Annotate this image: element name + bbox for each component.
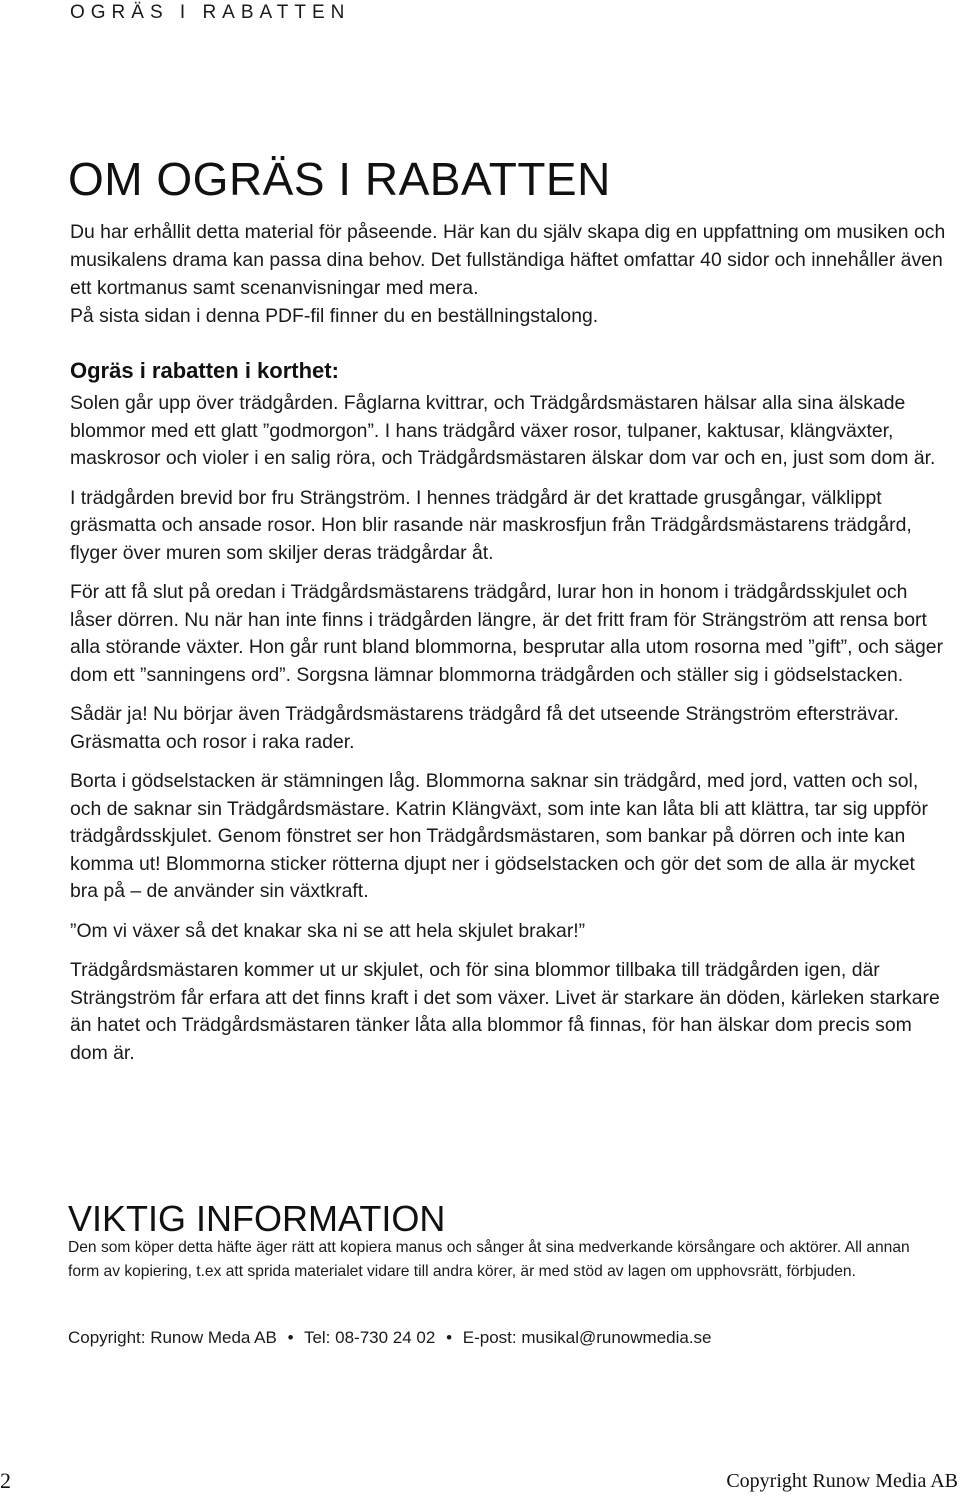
footer-copyright: Copyright Runow Media AB — [726, 1470, 958, 1492]
summary-paragraph: Borta i gödselstacken är stämningen låg. Blommorna saknar sin trädgård, med jord, vatten och sol, och de saknar sin Trädgårdsmästare. Katrin Klängväxt, som inte kan låta bli att klättra, tar sig uppför trädgårdsskjulet. Genom fönstret ser hon Trädgårdsmästaren, som bankar på dörren och inte kan komma ut! Blommorna sticker rötterna djupt ner i gödselstacken och gör det som de alla är mycket bra på – de använder sin växtkraft. — [70, 770, 928, 902]
phone-text: Tel: 08-730 24 02 — [303, 1328, 436, 1347]
summary-section — [70, 390, 946, 1079]
summary-paragraph: Sådär ja! Nu börjar även Trädgårdsmästarens trädgård få det utseende Strängström eftersträvar. Gräsmatta och rosor i raka rader. — [70, 703, 899, 753]
info-text: Den som köper detta häfte äger rätt att kopiera manus och sånger åt sina medverkande körsångare och aktörer. All annan form av kopiering, t.ex att sprida materialet vidare till andra körer, är med stöd av lagen om upphovsrätt, förbjuden. — [68, 1239, 910, 1280]
quote-paragraph: ”Om vi växer så det knakar ska ni se att hela skjulet brakar!” — [70, 919, 586, 942]
summary-paragraph: För att få slut på oredan i Trädgårdsmästarens trädgård, lurar hon in honom i trädgårdsskjulet och låser dörren. Nu när han inte finns i trädgården längre, är det fritt fram för Strängström att rensa bort alla störande växter. Hon går runt bland blommorna, besprutar alla utom rosorna med ”gift”, och säger dom ett ”sanningens ord”. Sorgsna lämnar blommorna trädgården och ställer sig i gödselstacken. — [70, 581, 944, 686]
summary-paragraph: Solen går upp över trädgården. Fåglarna kvittrar, och Trädgårdsmästaren hälsar alla sina älskade blommor med ett glatt ”godmorgon”. I hans trädgård växer rosor, tulpaner, kaktusar, klängväxter, maskrosor och violer i en salig röra, och Trädgårdsmästaren älskar dom var och en, just som dom är. — [70, 392, 936, 469]
running-head: OGRÄS I RABATTEN — [70, 2, 351, 23]
page-number: 2 — [0, 1468, 11, 1493]
bullet-separator: • — [287, 1328, 294, 1347]
summary-paragraph: I trädgården brevid bor fru Strängström. I hennes trädgård är det krattade grusgångar, välklippt gräsmatta och ansade rosor. Hon blir rasande när maskrosfjun från Trädgårdsmästarens trädgård, flyger över muren som skiljer deras trädgårdar åt. — [70, 486, 912, 564]
intro-paragraph: På sista sidan i denna PDF-fil finner du en beställningstalong. — [70, 305, 599, 327]
contact-line — [68, 1328, 712, 1348]
copyright-text: Copyright: Runow Meda AB — [68, 1328, 277, 1347]
intro-paragraph: Du har erhållit detta material för påseende. Här kan du själv skapa dig en uppfattning om musiken och musikalens drama kan passa dina behov. Det fullständiga häftet omfattar 40 sidor och innehåller även ett kortmanus samt scenanvisningar med mera. — [70, 221, 946, 299]
summary-paragraph: Trädgårdsmästaren kommer ut ur skjulet, och för sina blommor tillbaka till trädgården igen, där Strängström får erfara att det finns kraft i det som växer. Livet är starkare än döden, kärleken starkare än hatet och Trädgårdsmästaren tänker låta alla blommor få finnas, för han älskar dom precis som dom är. — [70, 959, 940, 1064]
info-title: VIKTIG INFORMATION — [68, 1198, 446, 1239]
bullet-separator: • — [446, 1328, 453, 1347]
intro-section — [70, 218, 950, 330]
page-title: OM OGRÄS I RABATTEN — [68, 153, 611, 205]
email-text: E-post: musikal@runowmedia.se — [462, 1328, 712, 1347]
summary-heading: Ogräs i rabatten i korthet: — [70, 358, 339, 383]
